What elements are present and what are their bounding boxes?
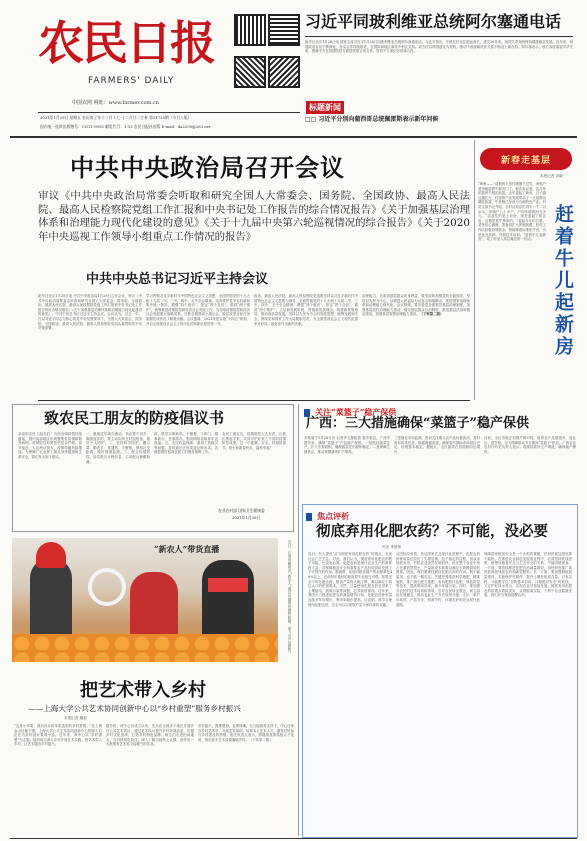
right-column-text-1: “哞哞——”清晨的大青村刚刚下过雪，养殖户老李就赶着牛群出门了。他告诉记者，这几年依靠养牛脱贫致富，去年盖起了新房，日子越过越红火。村里的产业发展带动了一大批群众增收致富，牛养殖已经成为当地特色产业。村党支部书记介绍，全村目前存栏肉牛一千二百余头，养殖户八十多户，户均年增收两万多元。“以前住的是土坯房，现在盖起了砖瓦房，这都是靠牛挣来的。”说起今年的打算，老李信心满满，准备再扩大养殖规模。驻村工作队积极协调资金，帮助修建标准化牛舍，引进优良品种，开展技术培训。“赶着牛儿起新房”，成了村里人常挂嘴边的一句话。: [478, 182, 546, 242]
art-byline: 本报记者 操祖: [64, 716, 87, 720]
art-column-3: 乡村振兴，既要塑形，也要铸魂。在当地政府支持下，中心还举办乡村艺术节、开展艺术培训，培养本土艺术人才，激发村民参与乡村建设的热情。相关负责人表示，将继续发挥高校人才优势，推动更多艺术成果落地乡村。（下转第二版）: [198, 724, 294, 742]
publication-numbers: 国内统一连续出版物号：CN11-0055 邮发代号：1-33 农民日报社出版 E-mail：da2250@263.net: [40, 124, 211, 129]
photo-credit-text: 近日，江西省赣州市“新农人”通过直播带货销售脐橙，助力农产品销售。: [288, 540, 292, 656]
lead-column-2: 学习贯彻习近平新时代中国特色社会主义思想，全面贯彻党的十九大和十九届二中、三中、四中、五中全会精神，坚决维护党中央权威和集中统一领导，增强“四个意识”、坚定“四个自信”、做到“两个维护”，统筹推进疫情防控和经济社会发展工作，为夺取疫情防控和经济社会发展重大战略成果、决胜全面建成小康社会、脱贫攻坚目标任务如期完成作出了积极贡献。会议强调，2021年是实施“十四五”规划、开启全面建设社会主义现代化国家新征程的第一年。: [146, 294, 250, 326]
letter-signoff: 农业农村部 国家卫生健康委: [218, 508, 265, 513]
right-byline: 本报记者 刘晓: [540, 174, 563, 178]
scarf: [208, 578, 248, 592]
letter-column-1: 亲爱的农民工朋友们：当前全球疫情持续蔓延，国内局部地区出现聚集性疫情和散发病例，疫情防控形势依然复杂严峻。春节临近，人员流动加大，疫情传播风险增加。为保障广大农民工朋友身体健康和生命安全，我们发出如下倡议。: [18, 432, 82, 459]
right-vertical-headline[interactable]: [552, 204, 576, 358]
photo-caption: “新农人”带货直播: [154, 544, 220, 554]
lead-column-4: 治理能力，关系到基层群众切身利益，要坚持和加强党的全面领导，坚持以人民为中心，以增进人民福祉为出发点和落脚点，推进国家治理体系和治理能力现代化。会议强调，要完善党全面领导基层治理制度，加强基层政权治理能力建设，健全基层群众自治制度，推进基层法治和德治建设，加强基层智慧治理能力建设。（下转第二版）: [362, 294, 470, 317]
qr-code-icon: [234, 56, 266, 88]
veg-headline[interactable]: 广西：三大措施确保“菜篮子”稳产保供: [306, 416, 529, 431]
art-column-2: 据介绍，该中心自成立以来，先后在全国多个地区开展乡村公共艺术项目，通过艺术设计提升乡村环境品质，挖掘乡村文化资源，打造乡村特色品牌。师生们走进田间地头，与村民同吃同住，深入了解当地风土人情，创作出一大批既有艺术性又接地气的作品。: [106, 724, 194, 747]
site-line[interactable]: 中国农网 网址：www.farmer.com.cn: [72, 100, 159, 106]
ring-light: [88, 568, 126, 606]
seller-hat: [36, 542, 66, 568]
logo-sub-english: FARMERS' DAILY: [88, 76, 175, 86]
lead-headline[interactable]: 中共中央政治局召开会议: [70, 153, 345, 182]
commentary-column-1: 近日，有人提出“应当彻底弃用化肥农药”的观点，引发社会广泛关注。对此，我们认为，彻底弃用化肥农药既不可能，也没有必要。化肥农药是现代农业生产的重要投入品，对保障粮食安全和重要农产品有效供给发挥了不可替代的作用。据测算，化肥对粮食增产的贡献率在40%以上，农药每年挽回的粮食损失也相当可观。如果完全不用化肥农药，粮食产量将大幅下降，难以满足十四亿人口的吃饭需求。当然，过量使用化肥农药也带来了土壤板结、面源污染等问题，必须高度重视。近年来，我国大力推进化肥农药减量增效行动，化肥农药使用量连续多年负增长，利用率稳步提高。这说明，科学合理使用化肥农药，完全可以实现保产量与保环境的双赢。: [308, 552, 392, 607]
art-headline[interactable]: 把艺术带入乡村: [80, 680, 206, 701]
commentary-tag-label: 焦点评析: [317, 511, 350, 521]
livestream-photo[interactable]: [12, 538, 278, 662]
title-news-item[interactable]: □□ 习近平分别向葡西哥总统佩雷斯表示新年问候: [305, 116, 439, 123]
veg-column-3: 目前，全区各地正加强产销对接，组织农产品进超市、进社区、进学校，全力保障群众节日期间“菜篮子”供应。广西农业农村厅有关负责人表示，将继续抓好生产调度，确保稳产保供。: [484, 436, 576, 454]
veg-column-1: 本报南宁1月28日讯 记者李文静报道 春节临近，广西多措并举，确保“菜篮子”产品稳产保供。一是抓好蔬菜生产，扩大冬种面积，确保蔬菜在田面积稳定；二是保障生猪供应，推动规模猪场扩产增养。: [304, 436, 390, 454]
letter-column-2: 一、就地过年减少流动。非必要不返乡，确需返乡的，要主动向所在村组报备，做好个人防护。二、坚持科学防护。戴口罩、勤洗手、常通风、少聚集，保持社交距离，做好健康监测。三、配合疫情防控。如实报告行程信息，主动配合核酸检测。: [86, 432, 150, 464]
letter-date: 2021年1月28日: [232, 515, 261, 520]
newspaper-logo: 农民日报: [38, 16, 214, 70]
top-headline[interactable]: 习近平同玻利维亚总统阿尔塞通电话: [305, 12, 562, 31]
commentary-byline: 冯亚 李爱林: [382, 545, 402, 549]
lead-column-1: 新华社北京1月28日电 中共中央政治局1月28日召开会议，审议《中共中央政治局常委会听取和研究全国人大常委会、国务院、全国政协、最高人民法院、最高人民检察院党组工作汇报和中央书记处工作报告的综合情况报告》《关于加强基层治理体系和治理能力现代化建设的意见》。中共中央总书记习近平主持会议。会议认为，过去一年，在以习近平同志为核心的党中央坚强领导下，全国人大常委会、国务院、全国政协、最高人民法院、最高人民检察院党组认真贯彻党中央决策部署。: [38, 294, 142, 331]
commentary-headline[interactable]: 彻底弃用化肥农药？不可能，没必要: [316, 523, 548, 540]
art-subhead: ——上海大学公共艺术协同创新中心以“乡村重塑”服务乡村振兴: [28, 704, 241, 713]
lead-column-3: 政协、最高人民法院、最高人民检察院党组要坚持以习近平新时代中国特色社会主义思想为指导，全面贯彻党的十九大和十九届二中、三中、四中、五中全会精神，增强“四个意识”、坚定“四个自信”、做到“两个维护”，立足新发展阶段、贯彻新发展理念、构建新发展格局，推动高质量发展，坚持以人民为中心的发展思想，统筹发展和安全，围绕党和国家工作大局履职尽责，为全面建设社会主义现代化国家开好局、起好步作出新的贡献。: [254, 294, 358, 326]
commentary-column-3: 保障国家粮食安全是一个永恒的课题，任何时候这根弦都不能松。在推进农业绿色发展的过程中，必须坚持底线思维，统筹好粮食安全与生态安全的关系，不能因噎废食。一方面，要持续推进化肥农药减量增效，加快研发推广高效低毒低残留农药和新型肥料；另一方面，要加强耕地质量建设，实施保护性耕作，提升土壤有机质含量。只有这样，才能既守住“谷物基本自给、口粮绝对安全”的底线，又守护好绿水青山，实现农业可持续发展。彻底弃用化肥农药的观点看似美好，实则脱离实际，不利于农业健康发展，我们应当保持清醒认识。: [484, 552, 572, 598]
letter-column-4: 农民工朋友们，疫情防控人人有责，让我们携起手来，共同守护好来之不易的疫情防控成果，过一个健康、安全、祥和的春节。祝大家新春快乐，阖家幸福！: [222, 432, 286, 450]
masthead: [0, 0, 587, 140]
date-line: 2021年1月29日 星期五 农历庚子年十二月十七 十二月廿二立春 第11725期（今日八版）: [40, 115, 192, 120]
right-headline: 赶着牛儿起新房: [552, 204, 574, 358]
lead-subhead: 中共中央总书记习近平主持会议: [86, 272, 269, 287]
title-news-label: 标题新闻: [306, 101, 344, 114]
badge-label: 新春走基层: [500, 156, 551, 166]
top-story-text: 新华社北京1月28日电 国家主席习近平1月28日同玻利维亚总统阿尔塞通电话。习近平指出，中玻友好交往源远流长。建交36年来，两国关系始终保持健康稳定发展。近年来，两国政治互信不断深化，务实合作持续推进，在国际和地区事务中相互支持。双方应以两国建交为契机，推动中玻战略伙伴关系不断迈上新台阶。阿尔塞表示，玻方高度重视对华关系，感谢中方在疫情防控方面提供的宝贵支持，愿同中方深化各领域合作。: [305, 40, 573, 54]
qr-code-icon: [268, 14, 300, 46]
veg-tag-label: 关注“菜篮子”稳产保供: [315, 407, 397, 417]
commentary-tag-marker: [306, 513, 312, 521]
commentary-column-2: 从国际经验看，发达国家农业现代化进程中，化肥农药的使用量也经历了先增后减、趋于稳定的过程，但从未彻底弃用。有机农业虽然发展较快，但在整个农业中所占比重仍然很小，产量和成本都难以满足大规模供给的需要。因此，我们要理性看待化肥农药的作用，既不能滥用，也不能一概否定。关键是要推进科学施肥、精准施药，推广测土配方施肥、有机肥替代化肥、绿色防控等技术，提高利用效率，减少环境污染。同时，要加强对农民的技术培训和指导，引导农民转变观念，树立绿色发展理念，推动农业生产方式转型升级，走出一条产出高效、产品安全、资源节约、环境友好的农业现代化道路。: [396, 552, 480, 607]
orange-pile: [12, 634, 278, 662]
art-column-1: “这是小苹果，我们设计的苹果造型的乡村景观。”在上海金山区廊下镇，上海大学公共艺术协同创新中心的师生们正在为乡村设计景观小品。近年来，该中心以“乡村重塑”为主题，组织师生深入乡村开展艺术实践，把艺术带入乡村，让艺术服务乡村振兴。: [14, 724, 102, 747]
qr-code-icon: [234, 14, 266, 46]
lead-deck: 审议《中共中央政治局常委会听取和研究全国人大常委会、国务院、全国政协、最高人民法院、最高人民检察院党组工作汇报和中央书记处工作报告的综合情况报告》《关于加强基层治理体系和治理能力现代化建设的意见》《关于十九届中央第六轮巡视情况的综合报告》《关于2020年中央巡视工作领导小组重点工作情况的报告》: [38, 190, 470, 243]
new-year-badge: [480, 148, 572, 170]
qr-code-icon: [268, 56, 300, 88]
letter-column-3: 四、倡导文明新风。不聚餐、不串门，婚事新办、丧事简办，利用网络视频拜年送祝福。五、关注权益保障。遇到工资拖欠等问题，及时通过正规渠道反映诉求。各地将做好留岗农民工的服务保障工作。: [154, 432, 218, 455]
letter-headline[interactable]: 致农民工朋友的防疫倡议书: [44, 409, 225, 427]
veg-column-2: 三是强化市场监测，密切关注重点农产品价格波动，及时发布供求信息，畅通流通渠道，确保春节期间市场供应充足、价格基本稳定。据统计，全区蔬菜在田面积同比增长。: [394, 436, 480, 454]
